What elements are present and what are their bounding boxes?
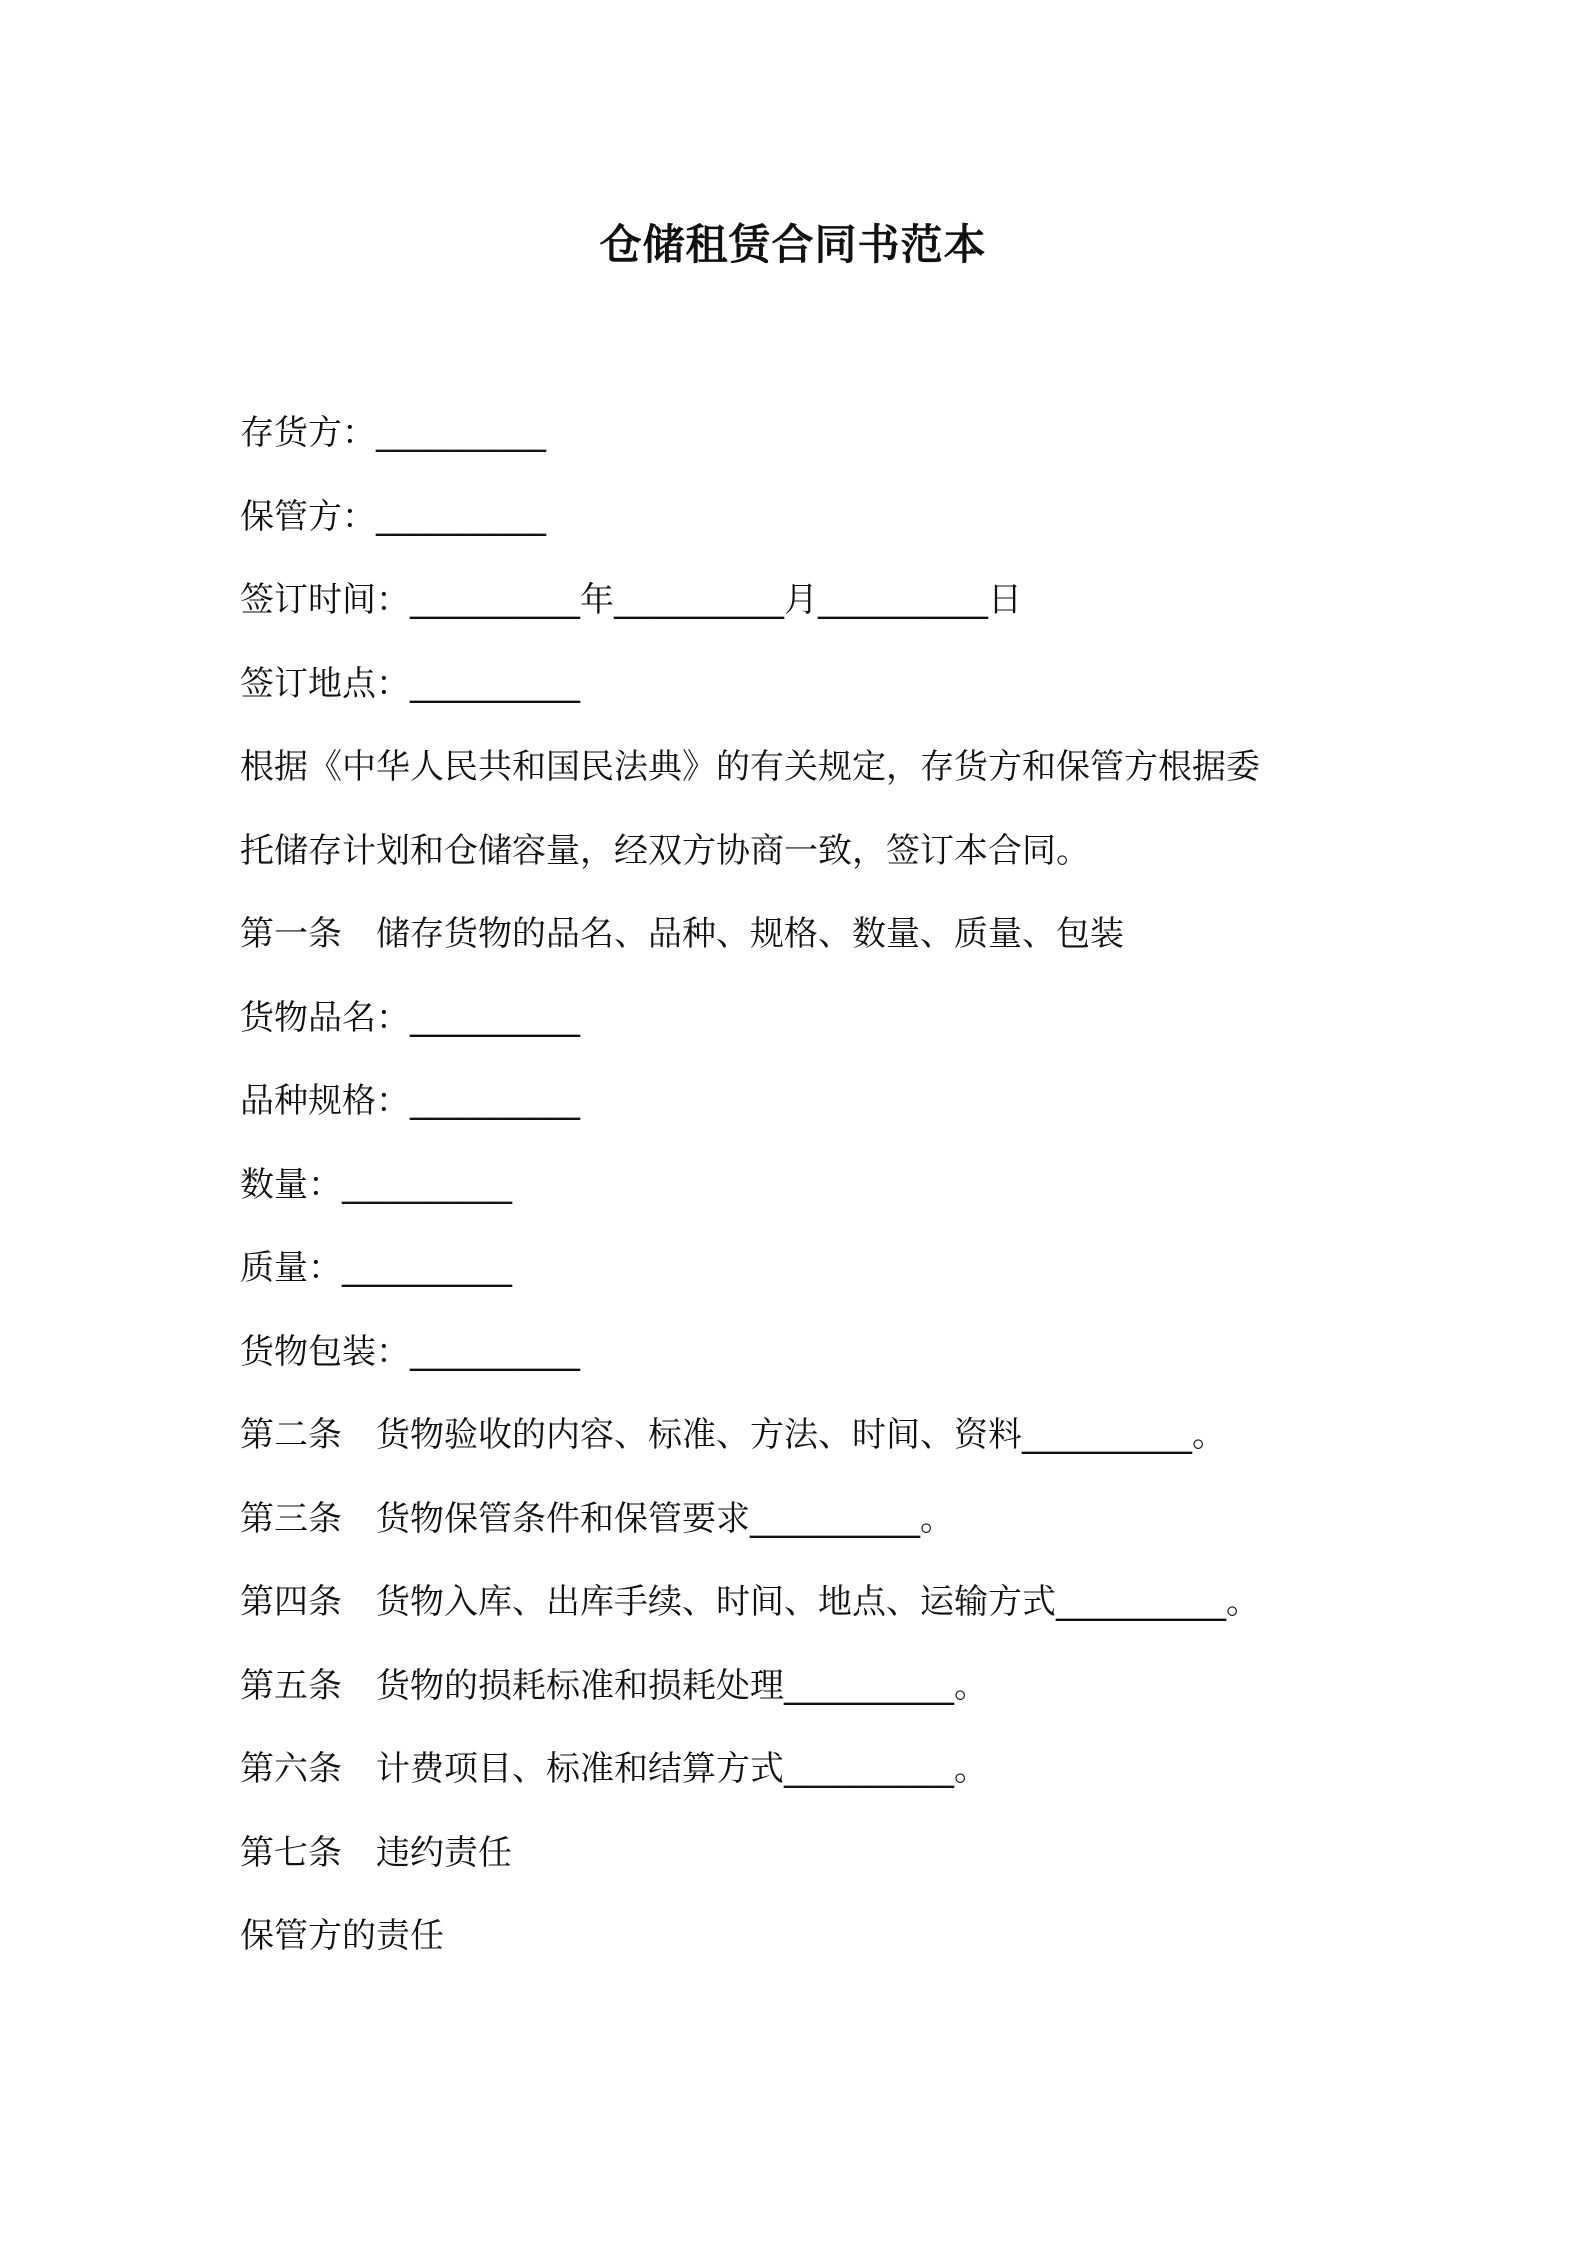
signing-place-line: 签订地点：__________ <box>240 663 580 704</box>
signing-date-line: 签订时间：__________年__________月__________日 <box>240 580 1022 620</box>
preamble-line-1: 根据《中华人民共和国民法典》的有关规定，存货方和保管方根据委 <box>240 747 1260 787</box>
article-2: 第二条 货物验收的内容、标准、方法、时间、资料__________。 <box>240 1415 1226 1455</box>
quality-line: 质量：__________ <box>240 1248 512 1288</box>
document-body <box>240 408 1360 1995</box>
article-1-heading: 第一条 储存货物的品名、品种、规格、数量、质量、包装 <box>240 914 1124 954</box>
article-4: 第四条 货物入库、出库手续、时间、地点、运输方式__________。 <box>240 1582 1260 1622</box>
packaging-line: 货物包装：__________ <box>240 1331 580 1372</box>
article-6: 第六条 计费项目、标准和结算方式__________。 <box>240 1749 988 1789</box>
custodian-line: 保管方：__________ <box>240 496 546 537</box>
goods-name-line: 货物品名：__________ <box>240 997 580 1038</box>
quantity-line: 数量：__________ <box>240 1164 512 1205</box>
variety-spec-line: 品种规格：__________ <box>240 1081 580 1121</box>
document-title: 仓储租赁合同书范本 <box>599 220 987 269</box>
article-5: 第五条 货物的损耗标准和损耗处理__________。 <box>240 1665 988 1706</box>
depositor-line: 存货方：__________ <box>240 413 546 453</box>
custodian-liability-heading: 保管方的责任 <box>240 1916 444 1956</box>
article-3: 第三条 货物保管条件和保管要求__________。 <box>240 1498 954 1539</box>
article-7-heading: 第七条 违约责任 <box>240 1832 512 1873</box>
preamble-line-2: 托储存计划和仓储容量，经双方协商一致，签订本合同。 <box>240 830 1090 871</box>
